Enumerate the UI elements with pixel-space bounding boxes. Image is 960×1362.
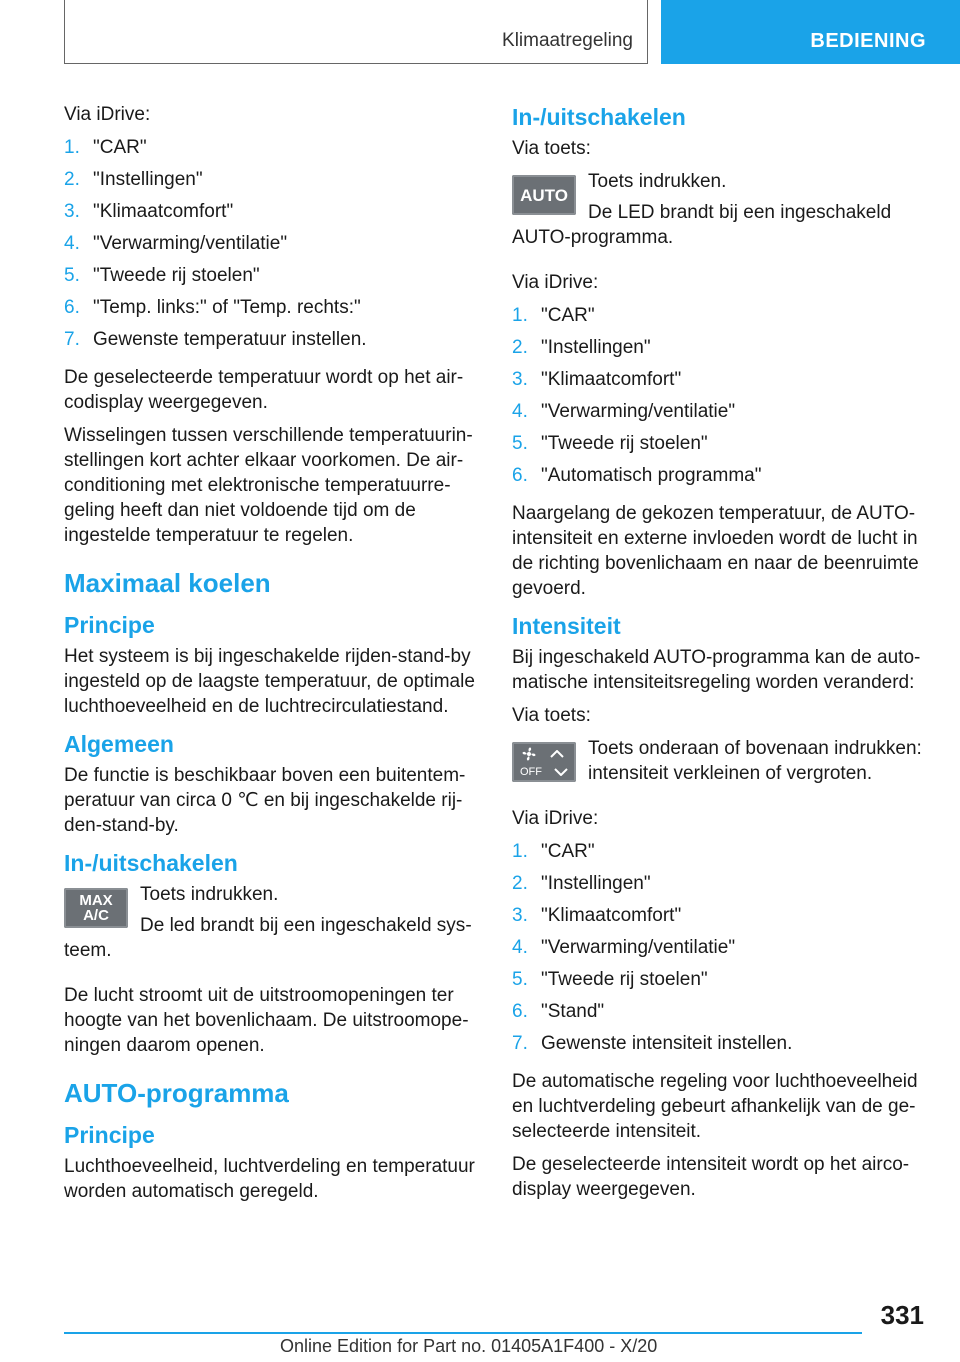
idrive-steps-auto — [512, 303, 926, 495]
arrow-down-icon — [554, 768, 568, 776]
list-item: 7. Gewenste intensiteit instellen. — [512, 1033, 793, 1054]
right-column — [512, 102, 926, 1210]
paragraph: Toets onderaan of bovenaan indrukken: intensiteit verkleinen of vergroten. — [588, 738, 922, 784]
list-item: 1. "CAR" — [64, 137, 147, 158]
list-item: 4. "Verwarming/ventilatie" — [512, 401, 736, 422]
list-item: 3. "Klimaatcomfort" — [512, 905, 682, 926]
arrow-up-icon — [550, 750, 564, 758]
list-item: 6. "Stand" — [512, 1001, 605, 1022]
header-box — [64, 0, 648, 64]
footer-edition: Online Edition for Part no. 01405A1F400 - X/20 — [280, 1336, 658, 1356]
via-idrive-label: Via iDrive: — [512, 272, 599, 293]
via-idrive-label: Via iDrive: — [64, 104, 151, 125]
heading-principe-2: Principe — [64, 1122, 155, 1148]
footer-divider — [64, 1332, 862, 1334]
max-ac-button-icon: MAX A/C — [64, 888, 128, 928]
heading-auto-programma: AUTO-programma — [64, 1078, 289, 1108]
list-item: 3. "Klimaatcomfort" — [64, 201, 234, 222]
section-title: Klimaatregeling — [502, 30, 633, 51]
left-column — [64, 102, 484, 1212]
chapter-tab[interactable] — [661, 0, 960, 64]
via-toets-label: Via toets: — [512, 138, 591, 159]
paragraph: De geselecteerde temperatuur wordt op het aircodisplay weergegeven. — [64, 367, 464, 413]
auto-button-row — [512, 169, 926, 256]
via-idrive-label: Via iDrive: — [512, 808, 599, 829]
paragraph: Toets indrukken. — [588, 171, 727, 192]
via-toets-label: Via toets: — [512, 705, 591, 726]
paragraph: De geselecteerde intensiteit wordt op het aircodisplay weergegeven. — [512, 1154, 910, 1200]
paragraph: Toets indrukken. — [140, 884, 279, 905]
list-item: 5. "Tweede rij stoelen" — [64, 265, 260, 286]
paragraph: De automatische regeling voor luchthoeveelheid en luchtverdeling gebeurt afhankelijk van de geselecteerde intensiteit. — [512, 1071, 918, 1142]
heading-algemeen: Algemeen — [64, 731, 174, 757]
paragraph: Bij ingeschakeld AUTO-programma kan de automatische intensiteitsregeling worden veranderd: — [512, 647, 921, 693]
heading-in-uit-auto: In-/uitschakelen — [512, 104, 686, 130]
paragraph: De functie is beschikbaar boven een buitentemperatuur van circa 0 ℃ en bij ingeschakelde rijden-stand-by. — [64, 765, 466, 836]
list-item: 2. "Instellingen" — [512, 337, 651, 358]
idrive-steps-temperature — [64, 135, 484, 359]
list-item: 4. "Verwarming/ventilatie" — [512, 937, 736, 958]
fan-button-row — [512, 736, 926, 792]
list-item: 1. "CAR" — [512, 841, 595, 862]
auto-button-icon: AUTO — [512, 175, 576, 215]
idrive-steps-intensity — [512, 839, 926, 1063]
paragraph: De LED brandt bij een ingeschakeld AUTO-programma. — [512, 202, 892, 248]
fan-icon — [520, 745, 538, 763]
chapter-tab-label: BEDIENING — [810, 30, 926, 52]
page-number: 331 — [880, 1300, 924, 1330]
paragraph: Wisselingen tussen verschillende temperatuurinstellingen kort achter elkaar voorkomen. De airconditioning met elektronische temperatuurregeling heeft dan niet voldoende tijd om de ingestelde temperatuur te regelen. — [64, 425, 473, 546]
fan-intensity-button-icon — [512, 742, 576, 782]
list-item: 2. "Instellingen" — [512, 873, 651, 894]
heading-principe: Principe — [64, 612, 155, 638]
list-item: 4. "Verwarming/ventilatie" — [64, 233, 288, 254]
heading-in-uit: In-/uitschakelen — [64, 850, 238, 876]
off-label: OFF — [520, 765, 542, 778]
list-item: 1. "CAR" — [512, 305, 595, 326]
maxac-button-row — [64, 882, 484, 969]
list-item: 3. "Klimaatcomfort" — [512, 369, 682, 390]
paragraph: Het systeem is bij ingeschakelde rijden-stand-by ingesteld op de laagste temperatuur, de optimale luchthoeveelheid en de luchtrecirculatiestand. — [64, 646, 475, 717]
list-item: 2. "Instellingen" — [64, 169, 203, 190]
heading-intensiteit: Intensiteit — [512, 613, 621, 639]
paragraph: Naargelang de gekozen temperatuur, de AUTO-intensiteit en externe invloeden wordt de lucht in de richting bovenlichaam en naar de beenruimte gevoerd. — [512, 503, 919, 599]
list-item: 5. "Tweede rij stoelen" — [512, 969, 708, 990]
paragraph: De led brandt bij een ingeschakeld systeem. — [64, 915, 472, 961]
list-item: 6. "Automatisch programma" — [512, 465, 762, 486]
paragraph: Luchthoeveelheid, luchtverdeling en temperatuur worden automatisch geregeld. — [64, 1156, 475, 1202]
paragraph: De lucht stroomt uit de uitstroomopeningen ter hoogte van het bovenlichaam. De uitstroomopeningen daarom openen. — [64, 985, 469, 1056]
heading-max-cool: Maximaal koelen — [64, 568, 271, 598]
list-item: 6. "Temp. links:" of "Temp. rechts:" — [64, 297, 361, 318]
list-item: 5. "Tweede rij stoelen" — [512, 433, 708, 454]
list-item: 7. Gewenste temperatuur instellen. — [64, 329, 367, 350]
